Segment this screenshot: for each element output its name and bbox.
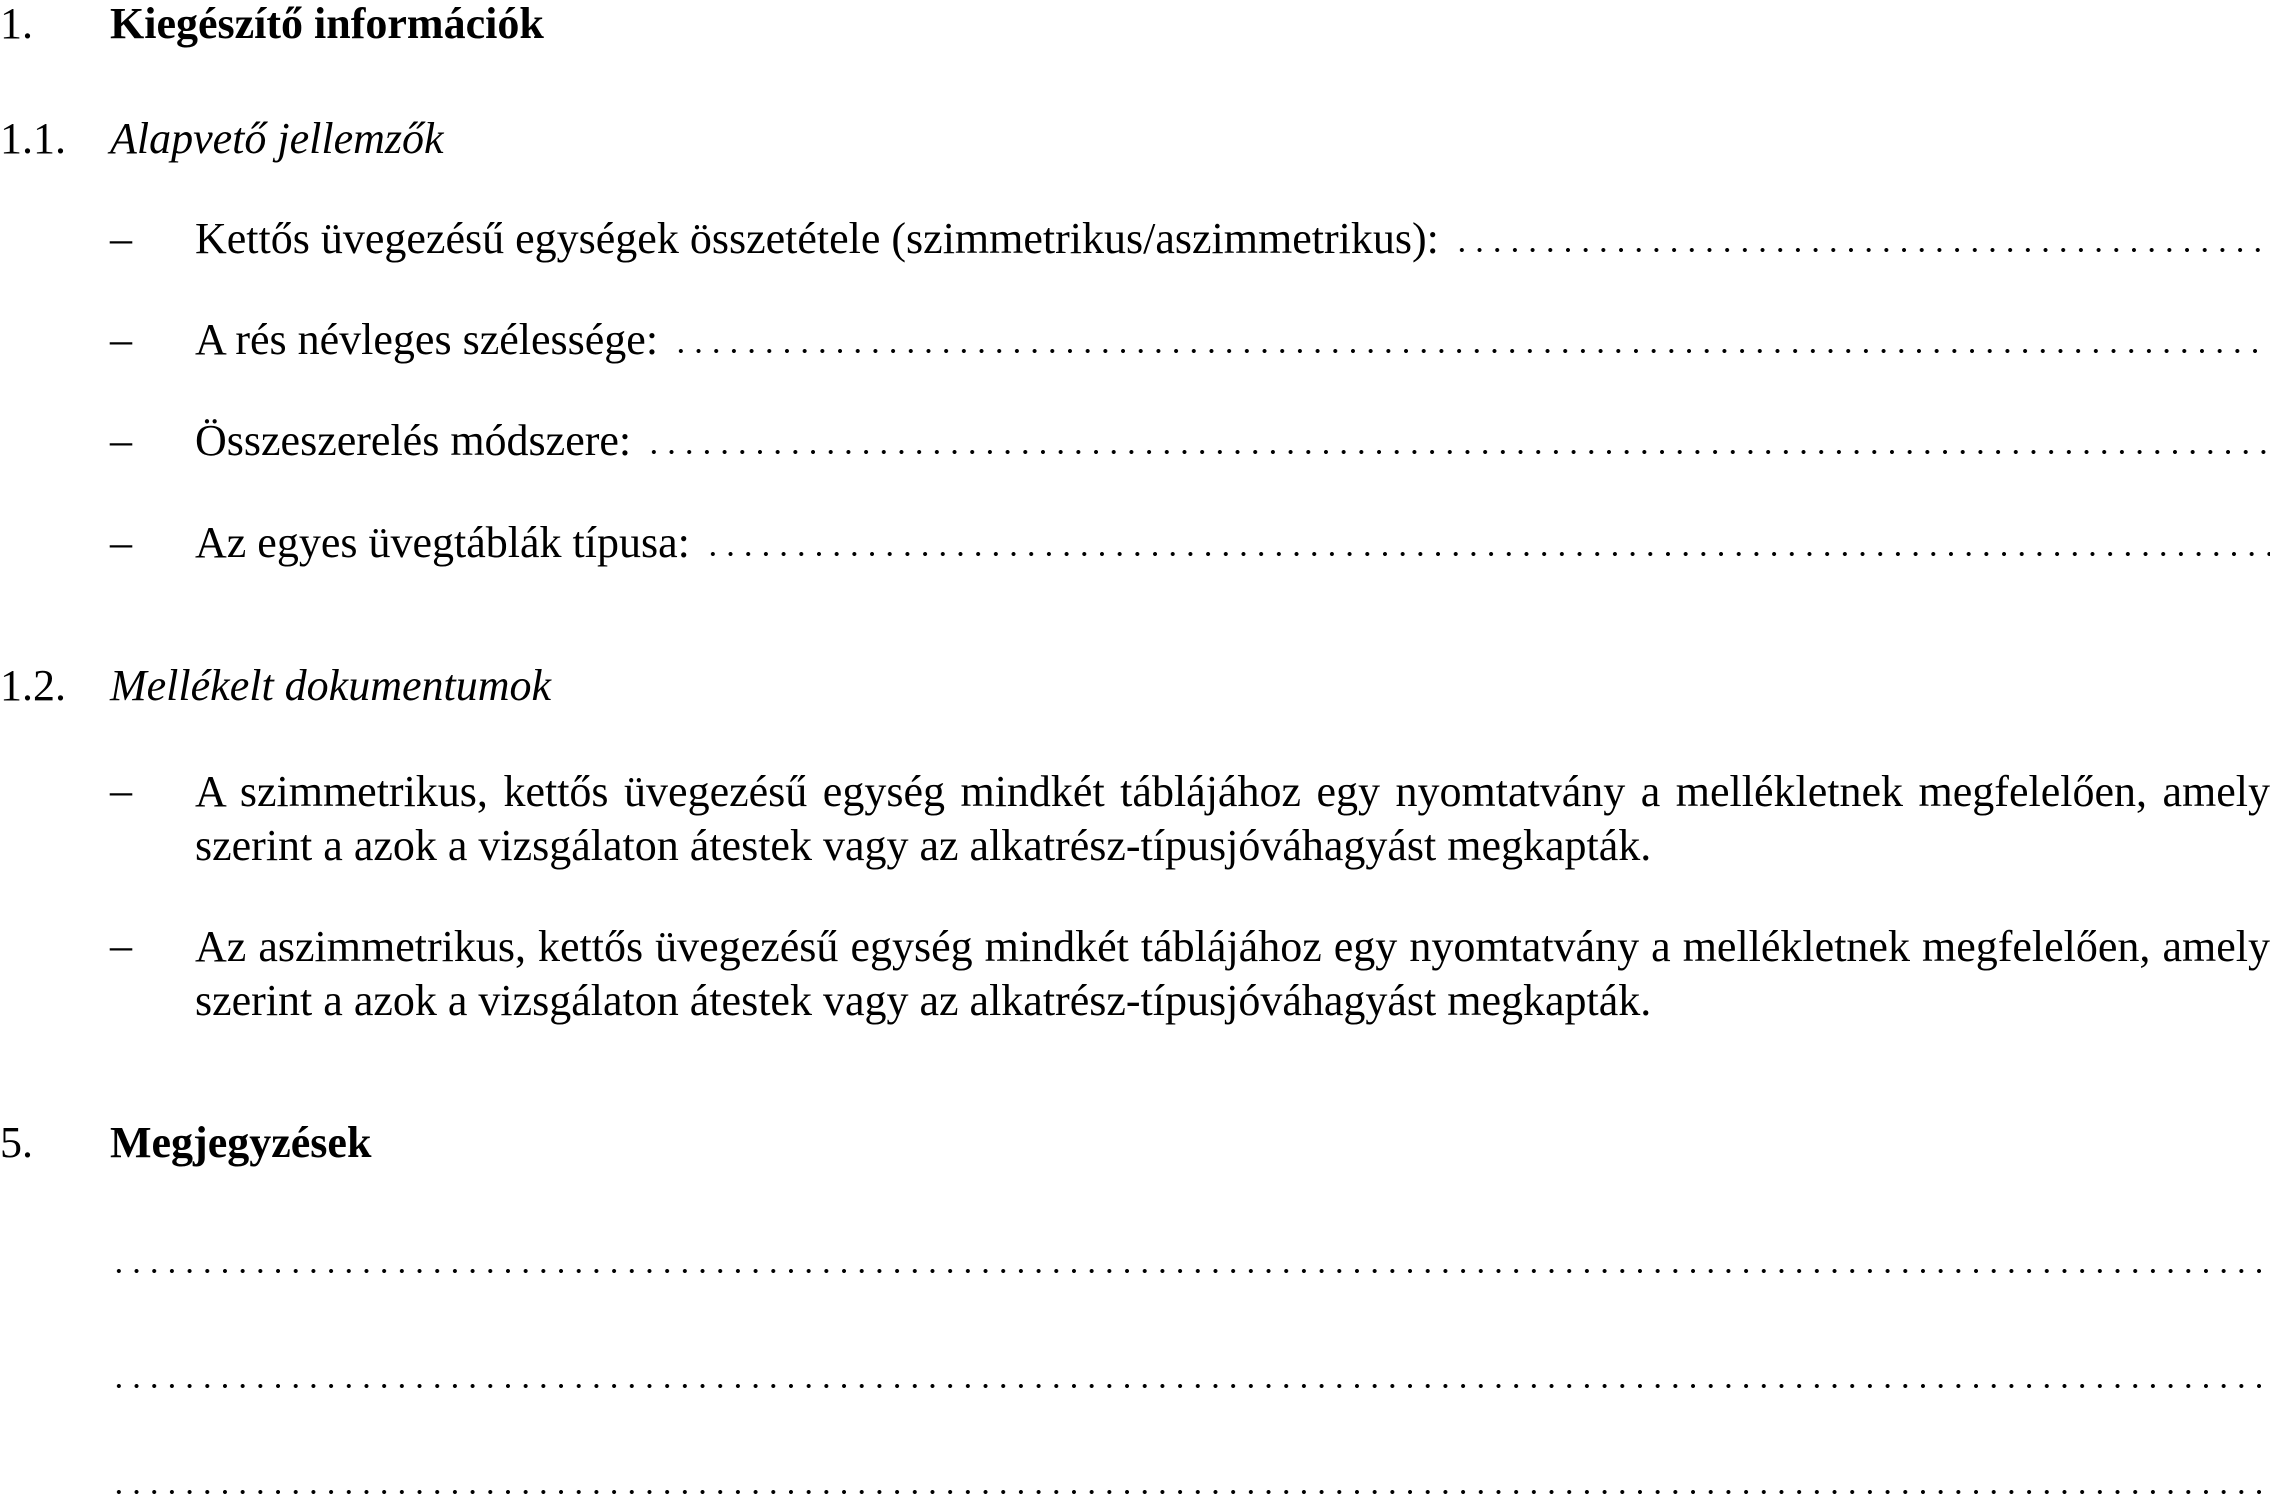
section-1-1-heading: Alapvető jellemzők	[110, 114, 444, 163]
section-5-number: 5.	[0, 1118, 33, 1167]
notes-dotted-line-2[interactable]	[110, 1383, 2270, 1389]
field-glazing-composition[interactable]	[195, 213, 2270, 265]
section-1-number: 1.	[0, 0, 33, 48]
notes-dotted-line-3[interactable]	[110, 1489, 2270, 1495]
field-dash: –	[110, 315, 132, 364]
field-label: Összeszerelés módszere:	[195, 416, 632, 465]
list-dash: –	[110, 921, 132, 970]
attached-document-symmetric: A szimmetrikus, kettős üvegezésű egység mindkét táblájához egy nyomtatvány a mellékletnek megfelelően, amely szerint a azok a vizsgálaton átestek vagy az alkatrész-típusjóváhagyást megkapták.	[195, 767, 2270, 870]
section-1-heading: Kiegészítő információk	[110, 0, 544, 48]
dotted-fill-line[interactable]	[645, 449, 2270, 455]
field-gap-width[interactable]	[195, 314, 2270, 366]
field-label: Az egyes üvegtáblák típusa:	[195, 518, 690, 567]
field-label: A rés névleges szélessége:	[195, 315, 659, 364]
field-dash: –	[110, 214, 132, 263]
section-1-2-number: 1.2.	[0, 661, 66, 710]
field-dash: –	[110, 416, 132, 465]
notes-dotted-line-1[interactable]	[110, 1268, 2270, 1274]
field-pane-type[interactable]	[195, 517, 2270, 569]
field-dash: –	[110, 518, 132, 567]
list-dash: –	[110, 766, 132, 815]
field-assembly-method[interactable]	[195, 415, 2270, 467]
dotted-fill-line[interactable]	[704, 551, 2270, 557]
dotted-fill-line[interactable]	[1453, 247, 2270, 253]
section-1-2-heading: Mellékelt dokumentumok	[110, 661, 552, 710]
section-1-1-number: 1.1.	[0, 114, 66, 163]
dotted-fill-line[interactable]	[672, 348, 2270, 354]
attached-document-asymmetric: Az aszimmetrikus, kettős üvegezésű egység mindkét táblájához egy nyomtatvány a mellékletnek megfelelően, amely szerint a azok a vizsgálaton átestek vagy az alkatrész-típusjóváhagyást megkapták.	[195, 922, 2270, 1025]
field-label: Kettős üvegezésű egységek összetétele (szimmetrikus/aszimmetrikus):	[195, 214, 1439, 263]
section-5-heading: Megjegyzések	[110, 1118, 372, 1167]
